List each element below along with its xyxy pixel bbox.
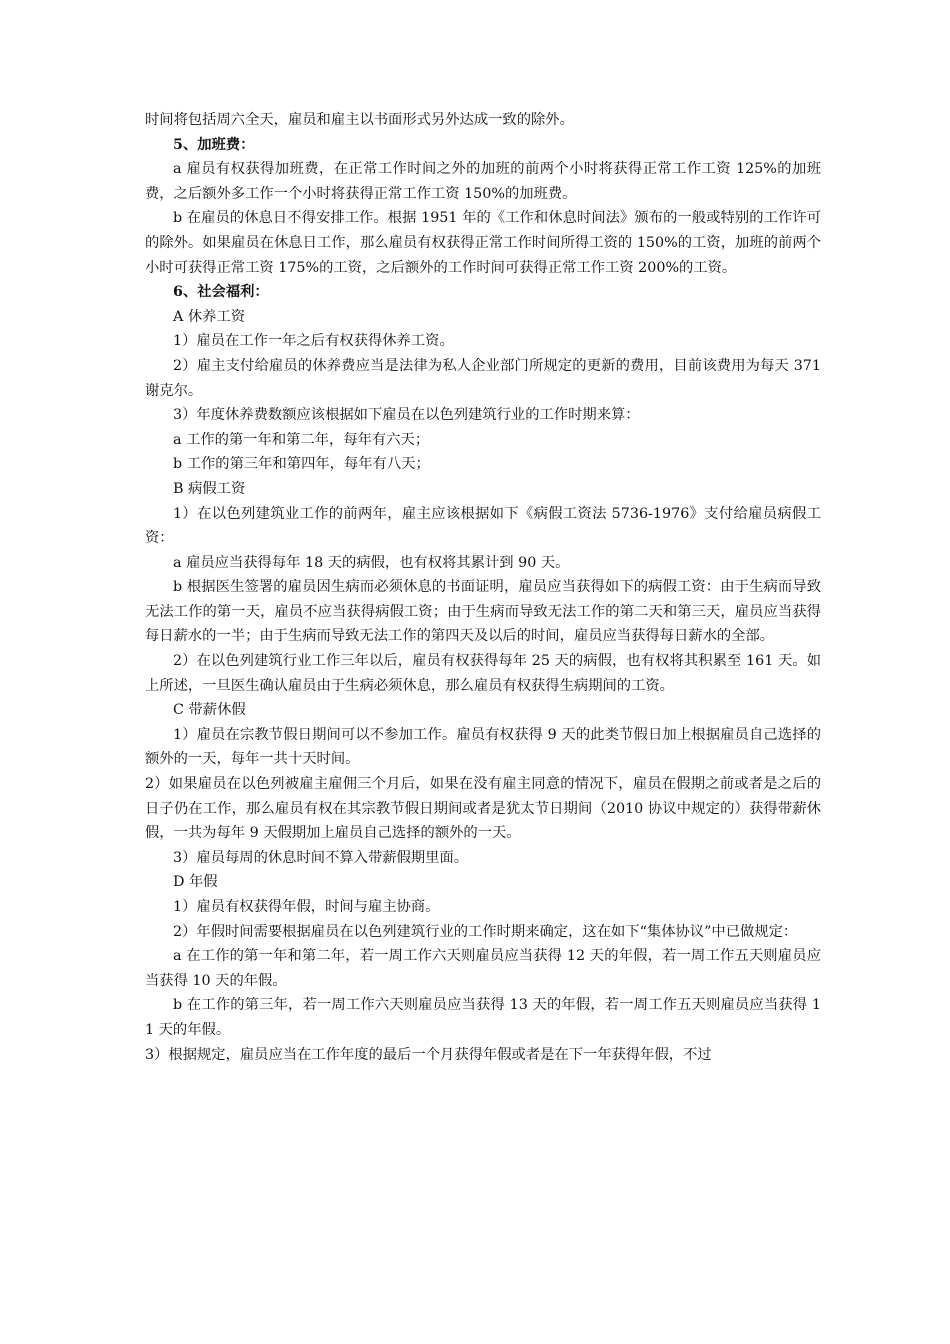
paragraph-leave-2: 2）年假时间需要根据雇员在以色列建筑行业的工作时期来确定，这在如下“集体协议”中已做规定： xyxy=(173,923,798,940)
paragraph-overtime-b: b 在雇员的休息日不得安排工作。根据 1951 年的《工作和休息时间法》颁布的一般或特别的工作许可的除外。如果雇员在休息日工作，那么雇员有权获得正常工作时间所得工资的 150%的工资，加班的前两个小时可获得正常工资 175%的工资，之后额外的工作时间可获得正常工作工资 200%的工资。 xyxy=(145,210,821,276)
subheading-recuperation-pay: A 休养工资 xyxy=(173,308,246,325)
paragraph-sick-1: 1）在以色列建筑业工作的前两年，雇主应该根据如下《病假工资法 5736-1976》支付给雇员病假工资： xyxy=(145,505,821,547)
paragraph-holidays-1: 1）雇员在宗教节假日期间可以不参加工作。雇员有权获得 9 天的此类节假日加上根据雇员自己选择的额外的一天，每年一共十天时间。 xyxy=(145,726,821,768)
paragraph-recuperation-3: 3）年度休养费数额应该根据如下雇员在以色列建筑行业的工作时期来算： xyxy=(173,407,640,424)
document-page xyxy=(145,108,821,1067)
paragraph-recuperation-1: 1）雇员在工作一年之后有权获得休养工资。 xyxy=(173,333,454,350)
paragraph-recuperation-2: 2）雇主支付给雇员的休养费应当是法律为私人企业部门所规定的更新的费用，目前该费用为每天 371 谢克尔。 xyxy=(145,357,821,399)
subheading-sick-pay: B 病假工资 xyxy=(173,480,246,497)
section-heading-welfare: 6、社会福利： xyxy=(173,284,269,301)
paragraph-recuperation-3b: b 工作的第三年和第四年，每年有八天； xyxy=(173,456,430,473)
paragraph-sick-1b: b 根据医生签署的雇员因生病而必须休息的书面证明，雇员应当获得如下的病假工资：由于生病而导致无法工作的第一天，雇员不应当获得病假工资；由于生病而导致无法工作的第二天和第三天，雇员应当获得每日薪水的一半；由于生病而导致无法工作的第四天及以后的时间，雇员应当获得每日薪水的全部。 xyxy=(145,579,821,645)
paragraph-continuation: 时间将包括周六全天，雇员和雇主以书面形式另外达成一致的除外。 xyxy=(145,112,574,128)
paragraph-holidays-3: 3）雇员每周的休息时间不算入带薪假期里面。 xyxy=(173,849,469,866)
paragraph-overtime-a: a 雇员有权获得加班费，在正常工作时间之外的加班的前两个小时将获得正常工作工资 125%的加班费，之后额外多工作一个小时将获得正常工作工资 150%的加班费。 xyxy=(145,161,821,202)
paragraph-holidays-2: 2）如果雇员在以色列被雇主雇佣三个月后，如果在没有雇主同意的情况下，雇员在假期之前或者是之后的日子仍在工作，那么雇员有权在其宗教节假日期间或者是犹太节日期间（2010 协议中规定的）获得带薪休假，一共为每年 9 天假期加上雇员自己选择的额外的一天。 xyxy=(145,776,821,842)
paragraph-sick-1a: a 雇员应当获得每年 18 天的病假，也有权将其累计到 90 天。 xyxy=(173,554,570,571)
paragraph-leave-2a: a 在工作的第一年和第二年，若一周工作六天则雇员应当获得 12 天的年假，若一周工作五天则雇员应当获得 10 天的年假。 xyxy=(145,948,821,989)
subheading-annual-leave: D 年假 xyxy=(173,874,218,891)
section-heading-overtime: 5、加班费： xyxy=(173,136,255,153)
subheading-paid-holidays: C 带薪休假 xyxy=(173,702,246,719)
paragraph-recuperation-3a: a 工作的第一年和第二年，每年有六天； xyxy=(173,431,430,448)
paragraph-leave-2b: b 在工作的第三年，若一周工作六天则雇员应当获得 13 天的年假，若一周工作五天则雇员应当获得 11 天的年假。 xyxy=(145,997,821,1038)
paragraph-leave-3: 3）根据规定，雇员应当在工作年度的最后一个月获得年假或者是在下一年获得年假，不过 xyxy=(145,1046,712,1063)
paragraph-leave-1: 1）雇员有权获得年假，时间与雇主协商。 xyxy=(173,899,440,915)
paragraph-sick-2: 2）在以色列建筑行业工作三年以后，雇员有权获得每年 25 天的病假，也有权将其积累至 161 天。如上所述，一旦医生确认雇员由于生病必须休息，那么雇员有权获得生病期间的工资。 xyxy=(145,653,821,694)
